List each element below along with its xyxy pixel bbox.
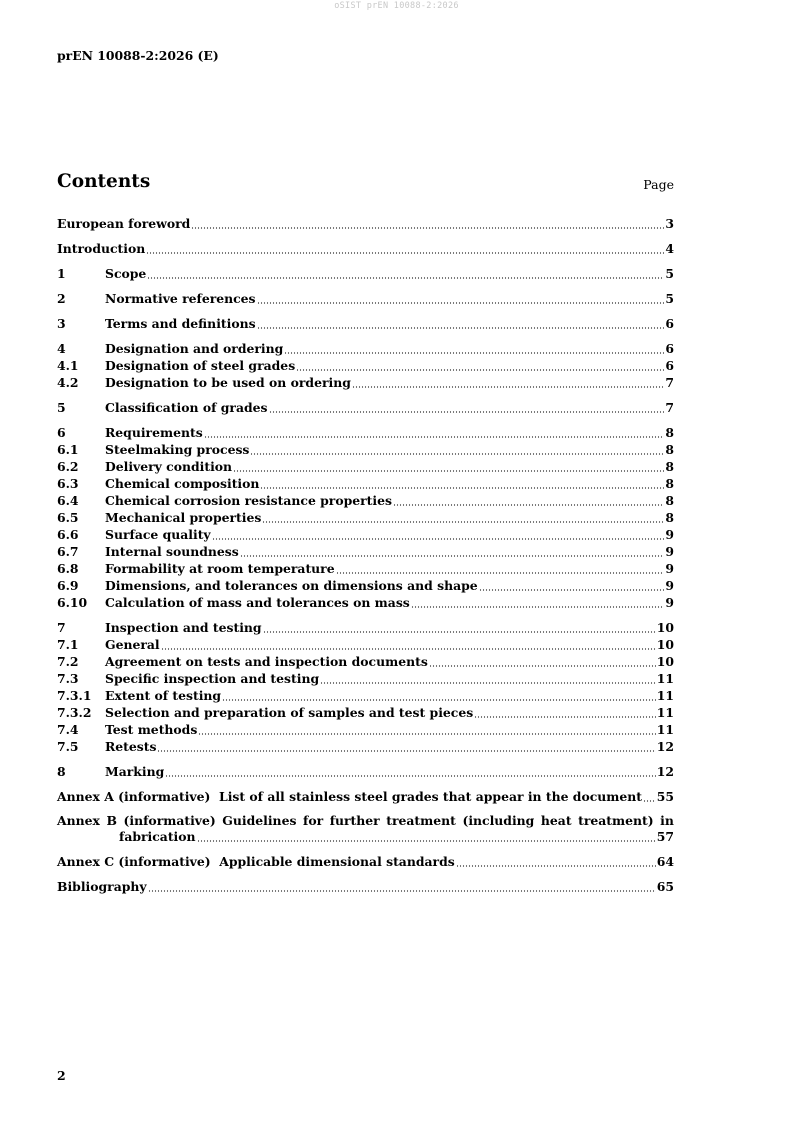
toc-page-number: 6 <box>665 316 674 331</box>
page-column-label: Page <box>643 177 674 192</box>
toc-page-number: 64 <box>656 854 674 869</box>
toc-page-number: 6 <box>665 341 674 356</box>
toc-entry[interactable] <box>57 526 674 543</box>
toc-page-number: 8 <box>665 510 674 525</box>
toc-title: Specific inspection and testing <box>105 671 320 686</box>
toc-group <box>57 340 674 391</box>
dot-leader <box>257 292 665 304</box>
annex-b-word: treatment <box>386 813 456 828</box>
annex-b-word: in <box>660 813 674 828</box>
toc-section-number: 6.9 <box>57 578 79 593</box>
toc-title: Marking <box>105 764 165 779</box>
toc-group <box>57 290 674 307</box>
annex-b-word: treatment) <box>578 813 654 828</box>
dot-leader <box>148 880 656 892</box>
toc-entry[interactable] <box>57 424 674 441</box>
toc-title: Classification of grades <box>105 400 268 415</box>
toc-title: Mechanical properties <box>105 510 262 525</box>
toc-entry[interactable] <box>57 215 674 232</box>
dot-leader <box>411 596 665 608</box>
toc-section-number: 6.10 <box>57 595 88 610</box>
toc-page-number: 55 <box>656 789 674 804</box>
dot-leader <box>393 494 664 506</box>
annex-b-word: B <box>106 813 117 828</box>
toc-title: Internal soundness <box>105 544 239 559</box>
document-id: prEN 10088-2:2026 (E) <box>57 48 219 63</box>
dot-leader <box>257 317 665 329</box>
dot-leader <box>146 242 664 254</box>
dot-leader <box>197 830 656 842</box>
dot-leader <box>222 689 656 701</box>
toc-title: Inspection and testing <box>105 620 262 635</box>
toc-entry[interactable] <box>57 492 674 509</box>
annex-b-title-line1 <box>57 813 674 829</box>
toc-page-number: 8 <box>665 493 674 508</box>
toc-entry[interactable] <box>57 399 674 416</box>
dot-leader <box>284 342 664 354</box>
toc-entry[interactable] <box>57 738 674 755</box>
toc-title: Designation and ordering <box>105 341 284 356</box>
toc-entry-annex-b[interactable] <box>57 813 674 845</box>
toc-group <box>57 424 674 611</box>
toc-page-number: 11 <box>656 688 674 703</box>
dot-leader <box>263 621 656 633</box>
dot-leader <box>147 267 664 279</box>
page-number: 2 <box>57 1068 66 1083</box>
toc-title: General <box>105 637 160 652</box>
toc-section-number: 2 <box>57 291 66 306</box>
dot-leader <box>643 790 656 802</box>
toc-entry[interactable] <box>57 475 674 492</box>
toc-page-number: 8 <box>665 459 674 474</box>
toc-entry[interactable] <box>57 543 674 560</box>
toc-section-number: 7.3.1 <box>57 688 92 703</box>
toc-group <box>57 619 674 755</box>
toc-group <box>57 763 674 780</box>
toc-title: Designation to be used on ordering <box>105 375 351 390</box>
toc-entry[interactable] <box>57 315 674 332</box>
toc-section-number: 6.7 <box>57 544 79 559</box>
toc-entry[interactable] <box>57 721 674 738</box>
annex-b-word: Annex <box>57 813 100 828</box>
toc-title: Test methods <box>105 722 198 737</box>
toc-group <box>57 853 674 870</box>
toc-section-number: 6 <box>57 425 66 440</box>
dot-leader <box>260 477 664 489</box>
dot-leader <box>233 460 664 472</box>
dot-leader <box>352 376 665 388</box>
toc-page-number: 8 <box>665 425 674 440</box>
annex-b-word: further <box>329 813 380 828</box>
toc-page-number: 11 <box>656 705 674 720</box>
toc-page-number: 57 <box>656 829 674 844</box>
toc-group <box>57 265 674 282</box>
toc-entry[interactable] <box>57 619 674 636</box>
toc-group <box>57 315 674 332</box>
dot-leader <box>474 706 656 718</box>
annex-b-word: heat <box>540 813 572 828</box>
toc-page-number: 4 <box>665 241 674 256</box>
dot-leader <box>212 528 665 540</box>
toc-title: Delivery condition <box>105 459 233 474</box>
dot-leader <box>269 401 665 413</box>
dot-leader <box>165 765 656 777</box>
toc-page-number: 9 <box>665 595 674 610</box>
toc-entry[interactable] <box>57 636 674 653</box>
annex-b-word: for <box>303 813 324 828</box>
toc-section-number: 3 <box>57 316 66 331</box>
toc-page-number: 65 <box>656 879 674 894</box>
toc-entry[interactable] <box>57 577 674 594</box>
dot-leader <box>296 359 664 371</box>
toc-page-number: 9 <box>665 544 674 559</box>
toc-section-number: 6.5 <box>57 510 79 525</box>
toc-section-number: 8 <box>57 764 66 779</box>
dot-leader <box>429 655 656 667</box>
watermark: oSIST prEN 10088-2:2026 <box>334 1 459 11</box>
toc-page-number: 5 <box>665 266 674 281</box>
toc-section-number: 6.1 <box>57 442 79 457</box>
toc-section-number: 7 <box>57 620 66 635</box>
toc-entry[interactable] <box>57 265 674 282</box>
toc-title: Annex A (informative) List of all stainless steel grades that appear in the document <box>57 789 642 804</box>
toc-page-number: 9 <box>665 561 674 576</box>
toc-section-number: 7.2 <box>57 654 79 669</box>
toc-section-number: 4 <box>57 341 66 356</box>
toc-title: Steelmaking process <box>105 442 250 457</box>
toc-page-number: 10 <box>656 654 674 669</box>
annex-b-word: (including <box>462 813 535 828</box>
dot-leader <box>157 740 655 752</box>
toc-entry[interactable] <box>57 374 674 391</box>
toc-section-number: 7.3.2 <box>57 705 92 720</box>
toc-page-number: 12 <box>656 764 674 779</box>
toc-section-number: 7.1 <box>57 637 79 652</box>
toc-page-number: 7 <box>665 375 674 390</box>
toc-title: Selection and preparation of samples and test pieces <box>105 705 474 720</box>
toc-title: Extent of testing <box>105 688 222 703</box>
toc-section-number: 7.3 <box>57 671 79 686</box>
dot-leader <box>320 672 656 684</box>
annex-b-word: (informative) <box>123 813 216 828</box>
toc-title: Requirements <box>105 425 203 440</box>
toc-title: Retests <box>105 739 157 754</box>
toc-entry[interactable] <box>57 340 674 357</box>
toc-entry[interactable] <box>57 441 674 458</box>
toc-section-number: 4.2 <box>57 375 79 390</box>
toc-section-number: 6.2 <box>57 459 79 474</box>
toc-page-number: 11 <box>656 671 674 686</box>
toc-title: Introduction <box>57 241 146 256</box>
toc-title: European foreword <box>57 216 191 231</box>
annex-b-title-line2: fabrication <box>119 829 196 844</box>
toc-page-number: 11 <box>656 722 674 737</box>
toc-group <box>57 878 674 895</box>
dot-leader <box>204 426 665 438</box>
toc-title: Calculation of mass and tolerances on mass <box>105 595 410 610</box>
toc-title: Scope <box>105 266 147 281</box>
toc-title: Chemical corrosion resistance properties <box>105 493 392 508</box>
toc-section-number: 7.4 <box>57 722 79 737</box>
toc-entry[interactable] <box>57 687 674 704</box>
toc-group <box>57 240 674 257</box>
toc-page-number: 3 <box>665 216 674 231</box>
dot-leader <box>262 511 664 523</box>
toc-section-number: 7.5 <box>57 739 79 754</box>
toc-section-number: 5 <box>57 400 66 415</box>
toc-page-number: 7 <box>665 400 674 415</box>
toc-entry[interactable] <box>57 290 674 307</box>
annex-b-word: Guidelines <box>222 813 297 828</box>
toc-group <box>57 788 674 805</box>
toc-title: Chemical composition <box>105 476 260 491</box>
toc-entry[interactable] <box>57 240 674 257</box>
dot-leader <box>336 562 665 574</box>
toc-section-number: 4.1 <box>57 358 79 373</box>
toc-entry[interactable] <box>57 594 674 611</box>
toc-title: Terms and definitions <box>105 316 256 331</box>
toc-page-number: 8 <box>665 476 674 491</box>
dot-leader <box>456 855 656 867</box>
toc-entry[interactable] <box>57 509 674 526</box>
dot-leader <box>479 579 665 591</box>
dot-leader <box>198 723 655 735</box>
toc-title: Designation of steel grades <box>105 358 296 373</box>
contents-heading: Contents <box>57 171 151 192</box>
toc-title: Formability at room temperature <box>105 561 335 576</box>
table-of-contents <box>57 215 674 903</box>
dot-leader <box>161 638 656 650</box>
toc-section-number: 6.3 <box>57 476 79 491</box>
toc-page-number: 8 <box>665 442 674 457</box>
toc-page-number: 10 <box>656 637 674 652</box>
toc-page-number: 12 <box>656 739 674 754</box>
toc-section-number: 6.6 <box>57 527 79 542</box>
toc-entry[interactable] <box>57 560 674 577</box>
toc-page-number: 9 <box>665 578 674 593</box>
dot-leader <box>191 217 664 229</box>
toc-entry[interactable] <box>57 788 674 805</box>
toc-section-number: 6.4 <box>57 493 79 508</box>
toc-entry[interactable] <box>57 670 674 687</box>
toc-section-number: 1 <box>57 266 66 281</box>
toc-page-number: 9 <box>665 527 674 542</box>
toc-page-number: 10 <box>656 620 674 635</box>
toc-title: Normative references <box>105 291 256 306</box>
toc-entry[interactable] <box>57 853 674 870</box>
toc-group <box>57 399 674 416</box>
toc-entry[interactable] <box>57 357 674 374</box>
toc-group <box>57 215 674 232</box>
toc-title: Annex C (informative) Applicable dimensional standards <box>57 854 455 869</box>
toc-entry[interactable] <box>57 878 674 895</box>
dot-leader <box>240 545 665 557</box>
toc-entry[interactable] <box>57 704 674 721</box>
toc-entry[interactable] <box>57 458 674 475</box>
toc-title: Bibliography <box>57 879 147 894</box>
toc-entry[interactable] <box>57 763 674 780</box>
toc-title: Agreement on tests and inspection documents <box>105 654 428 669</box>
dot-leader <box>250 443 664 455</box>
toc-page-number: 5 <box>665 291 674 306</box>
toc-title: Dimensions, and tolerances on dimensions and shape <box>105 578 478 593</box>
toc-page-number: 6 <box>665 358 674 373</box>
toc-title: Surface quality <box>105 527 211 542</box>
toc-entry[interactable] <box>57 653 674 670</box>
toc-section-number: 6.8 <box>57 561 79 576</box>
